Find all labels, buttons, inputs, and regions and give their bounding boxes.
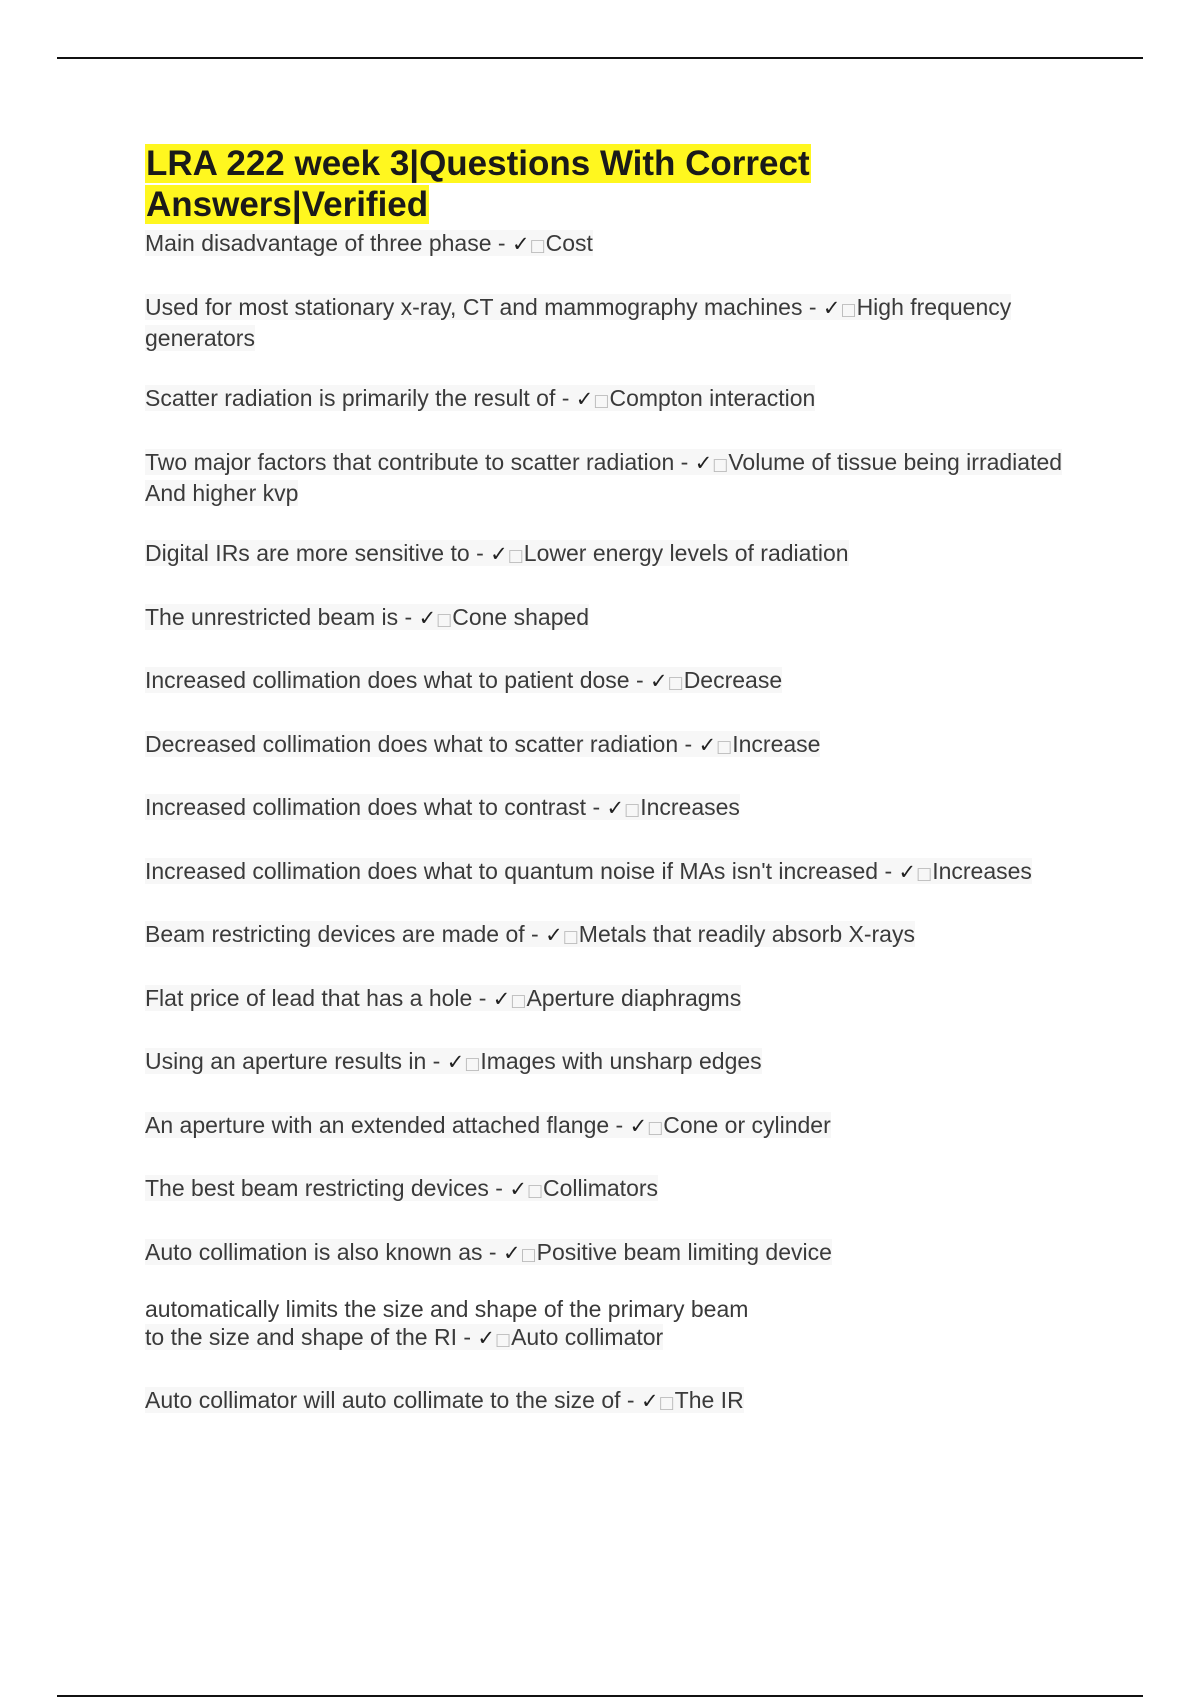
qa-item: [145, 793, 1095, 824]
qa-item: [145, 984, 1095, 1015]
check-icon: ✓: [511, 232, 530, 256]
bottom-rule: [57, 1695, 1143, 1697]
box-icon: □: [436, 609, 453, 630]
check-icon: ✓: [694, 450, 713, 475]
answer-text: Images with unsharp edges: [480, 1048, 762, 1074]
question-text: to the size and shape of the RI -: [145, 1323, 478, 1350]
qa-item: [145, 857, 1095, 888]
box-icon: □: [840, 299, 857, 320]
box-icon: □: [510, 990, 527, 1011]
answer-text: Aperture diaphragms: [526, 984, 742, 1011]
check-icon: ✓: [492, 986, 511, 1011]
check-icon: ✓: [698, 732, 717, 757]
answer-text: Collimators: [543, 1175, 659, 1201]
qa-item: [145, 293, 1095, 352]
check-icon: ✓: [575, 387, 594, 411]
check-icon: ✓: [545, 923, 563, 947]
qa-item: [145, 1174, 1095, 1205]
answer-text: Cone shaped: [452, 603, 590, 630]
qa-item: [145, 666, 1095, 697]
check-icon: ✓: [898, 859, 917, 884]
box-icon: □: [562, 927, 579, 947]
qa-item: [145, 1238, 1095, 1269]
answer-text: Decrease: [683, 667, 783, 693]
question-text: The best beam restricting devices -: [145, 1175, 510, 1201]
check-icon: ✓: [490, 542, 508, 566]
qa-item: [145, 384, 1095, 415]
qa-item: [145, 539, 1095, 570]
answer-text: Metals that readily absorb X-rays: [578, 921, 915, 947]
check-icon: ✓: [509, 1177, 527, 1201]
qa-item: [145, 1111, 1095, 1142]
question-text: Flat price of lead that has a hole -: [145, 984, 493, 1011]
qa-list: [145, 229, 1095, 1417]
answer-extra: And higher kvp: [145, 479, 299, 506]
question-text: An aperture with an extended attached flange -: [145, 1111, 630, 1138]
answer-text: Lower energy levels of radiation: [523, 540, 849, 566]
qa-item: [145, 603, 1095, 634]
question-text: Increased collimation does what to quantum noise if MAs isn't increased -: [145, 857, 899, 884]
qa-item: [145, 229, 1095, 260]
answer-text: Positive beam limiting device: [536, 1238, 832, 1265]
document-body: [145, 143, 1095, 1450]
top-rule: [57, 57, 1143, 59]
answer-text: High frequency generators: [145, 293, 1012, 351]
box-icon: □: [507, 546, 524, 566]
answer-text: Auto collimator: [511, 1323, 664, 1350]
qa-item: [145, 1047, 1095, 1078]
check-icon: ✓: [606, 796, 625, 820]
answer-text: Increases: [932, 857, 1032, 884]
check-icon: ✓: [418, 605, 437, 630]
answer-text: Volume of tissue being irradiated: [728, 448, 1063, 475]
question-text: Using an aperture results in -: [145, 1048, 447, 1074]
check-icon: ✓: [822, 295, 841, 320]
question-text: Scatter radiation is primarily the result of -: [145, 385, 576, 411]
question-text: The unrestricted beam is -: [145, 603, 419, 630]
answer-text: Compton interaction: [609, 385, 816, 411]
title-line-1: LRA 222 week 3|Questions With Correct: [146, 144, 810, 183]
box-icon: □: [658, 1393, 675, 1413]
answer-text: Cost: [545, 230, 593, 256]
answer-text: Cone or cylinder: [663, 1111, 831, 1138]
box-icon: □: [667, 673, 684, 693]
question-text: Used for most stationary x-ray, CT and mammography machines -: [145, 293, 823, 320]
box-icon: □: [712, 454, 729, 475]
question-text: Two major factors that contribute to scatter radiation -: [145, 448, 695, 475]
qa-item: [145, 1386, 1095, 1417]
check-icon: ✓: [477, 1325, 496, 1350]
qa-item: [145, 448, 1095, 507]
check-icon: ✓: [650, 669, 668, 693]
qa-item: [145, 920, 1095, 951]
qa-item: [145, 1295, 1095, 1354]
check-icon: ✓: [446, 1050, 465, 1074]
question-text-line-1: automatically limits the size and shape of the primary beam: [145, 1295, 749, 1322]
document-title: [145, 143, 1095, 225]
question-text: Increased collimation does what to patient dose -: [145, 667, 651, 693]
question-text: Beam restricting devices are made of -: [145, 921, 546, 947]
box-icon: □: [464, 1054, 481, 1074]
box-icon: □: [495, 1329, 512, 1350]
box-icon: □: [624, 800, 641, 820]
question-text: Auto collimator will auto collimate to the size of -: [145, 1387, 641, 1413]
question-text: Auto collimation is also known as -: [145, 1238, 503, 1265]
box-icon: □: [529, 236, 546, 256]
check-icon: ✓: [629, 1113, 648, 1138]
check-icon: ✓: [502, 1240, 521, 1265]
title-line-2: Answers|Verified: [146, 185, 429, 224]
box-icon: □: [520, 1244, 537, 1265]
check-icon: ✓: [640, 1389, 659, 1413]
question-text: Digital IRs are more sensitive to -: [145, 540, 491, 566]
box-icon: □: [647, 1117, 664, 1138]
qa-item: [145, 730, 1095, 761]
answer-text: Increases: [640, 794, 740, 820]
question-text: Decreased collimation does what to scatter radiation -: [145, 730, 699, 757]
box-icon: □: [526, 1181, 543, 1201]
answer-text: Increase: [732, 730, 821, 757]
box-icon: □: [916, 863, 933, 884]
box-icon: □: [716, 736, 733, 757]
question-text: Main disadvantage of three phase -: [145, 230, 512, 256]
question-text: Increased collimation does what to contrast -: [145, 794, 607, 820]
box-icon: □: [593, 391, 610, 411]
answer-text: The IR: [674, 1387, 744, 1413]
